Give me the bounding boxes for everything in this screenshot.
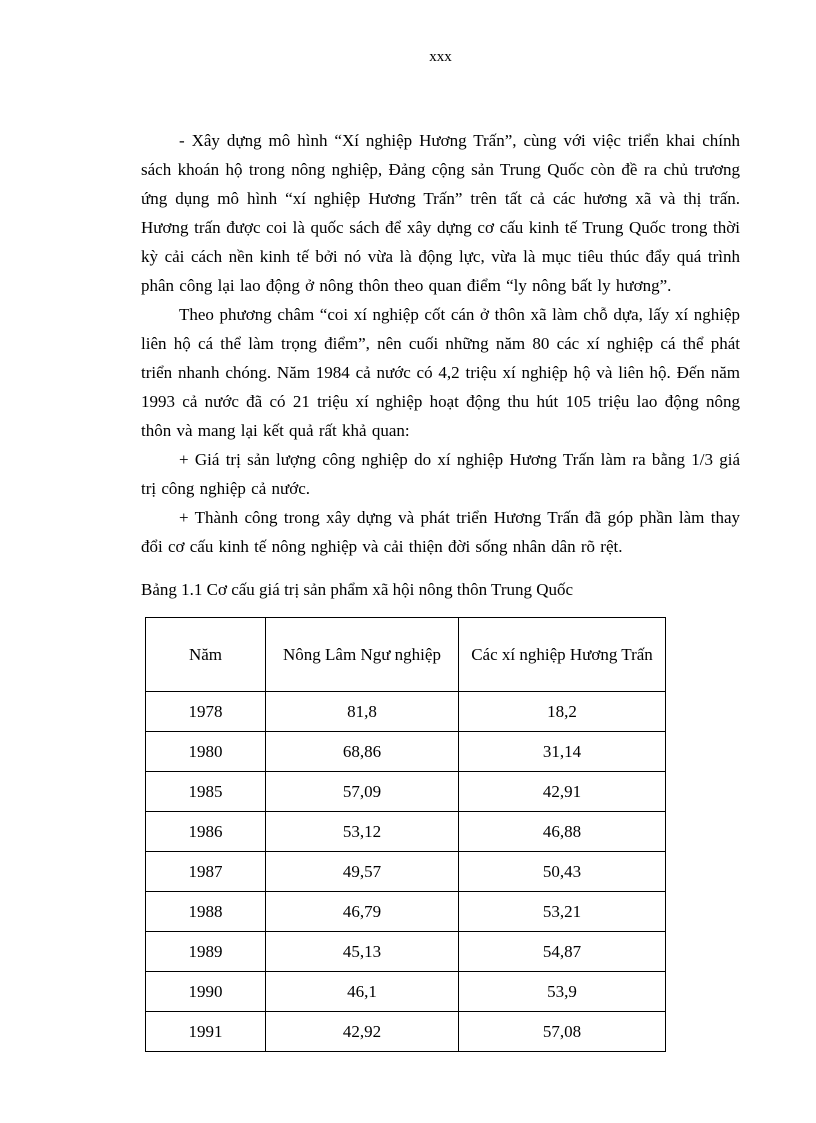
column-header-enterprises: Các xí nghiệp Hương Trấn (459, 618, 666, 692)
paragraph-thanh-cong: + Thành công trong xây dựng và phát triển Hương Trấn đã góp phần làm thay đổi cơ cấu kinh tế nông nghiệp và cải thiện đời sống nhân dân rõ rệt. (141, 508, 740, 556)
column-header-year: Năm (146, 618, 266, 692)
rural-product-structure-table (145, 617, 666, 1052)
year-cell: 1980 (146, 732, 266, 772)
year-cell: 1985 (146, 772, 266, 812)
agriculture-value-cell: 42,92 (266, 1012, 459, 1052)
year-cell: 1978 (146, 692, 266, 732)
table-row (146, 812, 666, 852)
year-cell: 1988 (146, 892, 266, 932)
year-cell: 1987 (146, 852, 266, 892)
enterprise-value-cell: 54,87 (459, 932, 666, 972)
year-cell: 1986 (146, 812, 266, 852)
paragraph-xi-nghiep-huong-tran: - Xây dựng mô hình “Xí nghiệp Hương Trấn”, cùng với việc triển khai chính sách khoán hộ trong nông nghiệp, Đảng cộng sản Trung Quốc còn đề ra chủ trương ứng dụng mô hình “xí nghiệp Hương Trấn” trên tất cả các hương xã và thị trấn. Hương trấn được coi là quốc sách để xây dựng cơ cấu kinh tế Trung Quốc trong thời kỳ cải cách nền kinh tế bởi nó vừa là động lực, vừa là mục tiêu thúc đẩy quá trình phân công lại lao động ở nông thôn theo quan điểm “ly nông bất ly hương”. (141, 131, 740, 295)
agriculture-value-cell: 57,09 (266, 772, 459, 812)
enterprise-value-cell: 50,43 (459, 852, 666, 892)
enterprise-value-cell: 53,21 (459, 892, 666, 932)
table-body (146, 692, 666, 1052)
year-cell: 1989 (146, 932, 266, 972)
agriculture-value-cell: 46,1 (266, 972, 459, 1012)
table-row (146, 772, 666, 812)
year-cell: 1990 (146, 972, 266, 1012)
column-header-agriculture: Nông Lâm Ngư nghiệp (266, 618, 459, 692)
enterprise-value-cell: 57,08 (459, 1012, 666, 1052)
agriculture-value-cell: 46,79 (266, 892, 459, 932)
document-body (141, 126, 740, 1052)
table-row (146, 972, 666, 1012)
enterprise-value-cell: 53,9 (459, 972, 666, 1012)
agriculture-value-cell: 49,57 (266, 852, 459, 892)
enterprise-value-cell: 46,88 (459, 812, 666, 852)
enterprise-value-cell: 18,2 (459, 692, 666, 732)
table-row (146, 1012, 666, 1052)
table-row (146, 852, 666, 892)
table-caption: Bảng 1.1 Cơ cấu giá trị sản phẩm xã hội nông thôn Trung Quốc (141, 580, 574, 599)
agriculture-value-cell: 45,13 (266, 932, 459, 972)
table-row (146, 892, 666, 932)
agriculture-value-cell: 68,86 (266, 732, 459, 772)
table-row (146, 732, 666, 772)
enterprise-value-cell: 31,14 (459, 732, 666, 772)
table-header-row (146, 618, 666, 692)
table-row (146, 932, 666, 972)
agriculture-value-cell: 53,12 (266, 812, 459, 852)
agriculture-value-cell: 81,8 (266, 692, 459, 732)
paragraph-gia-tri-san-luong: + Giá trị sản lượng công nghiệp do xí nghiệp Hương Trấn làm ra bằng 1/3 giá trị công nghiệp cả nước. (141, 450, 740, 498)
enterprise-value-cell: 42,91 (459, 772, 666, 812)
page-number: xxx (429, 49, 452, 65)
year-cell: 1991 (146, 1012, 266, 1052)
paragraph-phuong-cham: Theo phương châm “coi xí nghiệp cốt cán ở thôn xã làm chỗ dựa, lấy xí nghiệp liên hộ cá thể làm trọng điểm”, nên cuối những năm 80 các xí nghiệp cá thể phát triển nhanh chóng. Năm 1984 cả nước có 4,2 triệu xí nghiệp hộ và liên hộ. Đến năm 1993 cả nước đã có 21 triệu xí nghiệp hoạt động thu hút 105 triệu lao động nông thôn và mang lại kết quả rất khả quan: (141, 305, 740, 440)
table-row (146, 692, 666, 732)
